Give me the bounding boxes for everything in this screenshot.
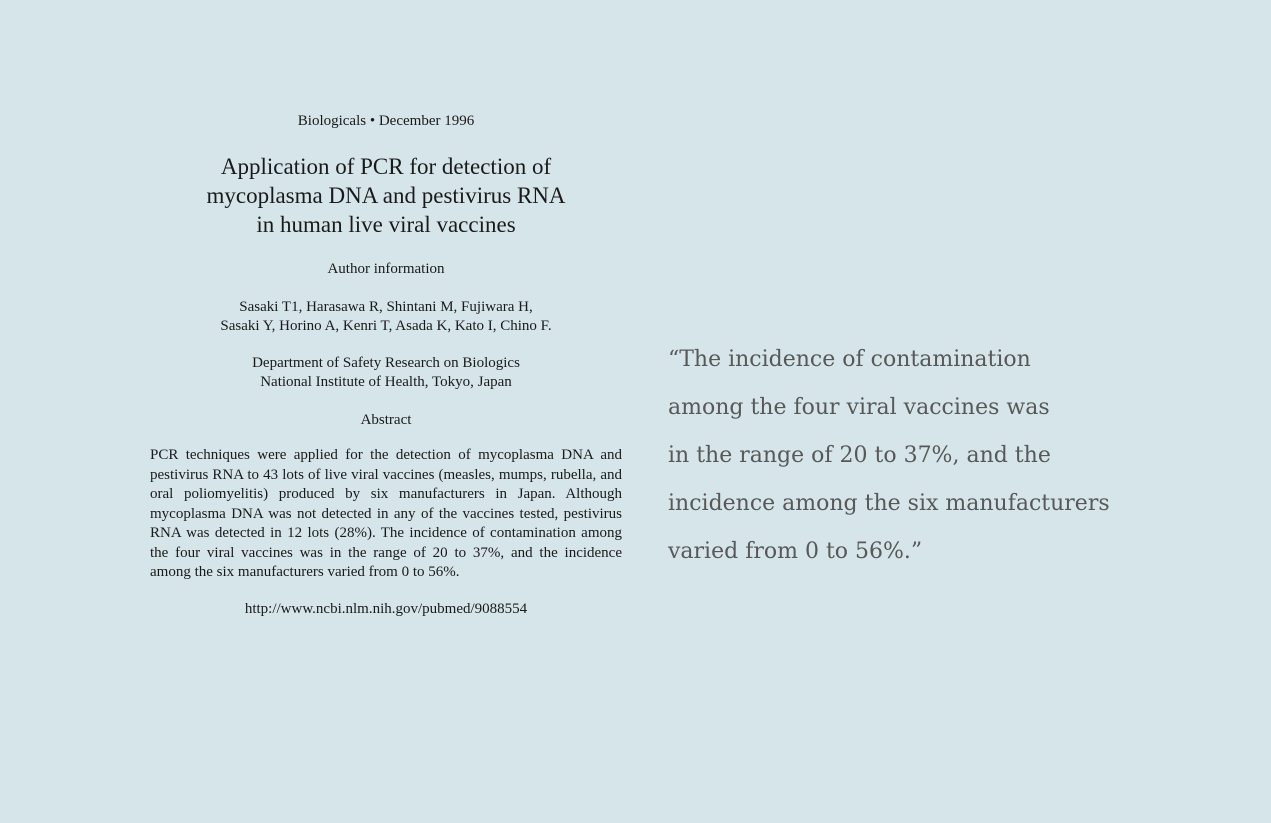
author-line: Sasaki Y, Horino A, Kenri T, Asada K, Kato I, Chino F. [220,318,552,334]
journal-line: Biologicals • December 1996 [297,113,475,129]
affiliation [150,354,622,392]
author-information-label: Author information [327,261,445,277]
affiliation-line: National Institute of Health, Tokyo, Japan [260,374,512,390]
quote-line: incidence among the six manufacturers [668,491,1110,516]
title-line: in human live viral vaccines [256,212,516,237]
abstract-text: PCR techniques were applied for the detection of mycoplasma DNA and pestivirus RNA to 43 lots of live viral vaccines (measles, mumps, rubella, and oral poliomyelitis) produced by six manufacturers in Japan. Although mycoplasma DNA was not detected in any of the vaccines tested, pestivirus RNA was detected in 12 lots (28%). The incidence of contamination among the four viral vaccines was in the range of 20 to 37%, and the incidence among the six manufacturers varied from 0 to 56%. [150,447,622,580]
quote-line: in the range of 20 to 37%, and the [668,443,1051,468]
pull-quote [668,336,1148,576]
abstract-label: Abstract [360,412,412,428]
author-list [150,298,622,336]
affiliation-line: Department of Safety Research on Biologics [252,355,520,371]
quote-line: “The incidence of contamination [668,347,1031,372]
title-line: mycoplasma DNA and pestivirus RNA [206,183,566,208]
quote-line: varied from 0 to 56%.” [668,539,923,564]
author-line: Sasaki T1, Harasawa R, Shintani M, Fujiwara H, [239,299,533,315]
pubmed-link[interactable]: http://www.ncbi.nlm.nih.gov/pubmed/9088554 [244,600,528,617]
quote-line: among the four viral vaccines was [668,395,1050,420]
title-line: Application of PCR for detection of [220,154,552,179]
article-title [150,152,622,239]
article-summary [150,108,622,619]
